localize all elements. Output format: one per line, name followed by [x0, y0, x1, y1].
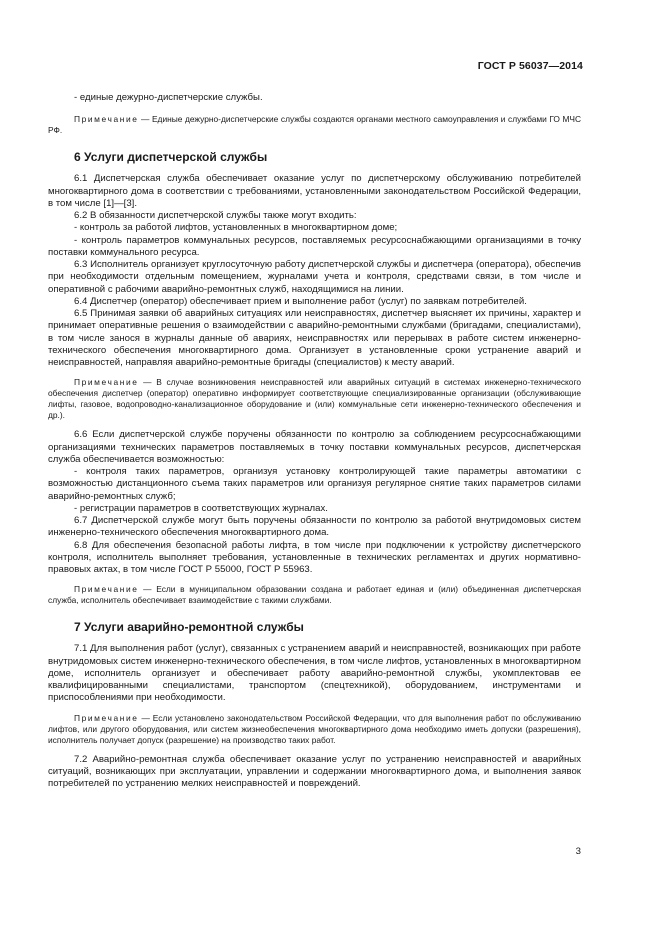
bullet-6-2-b: - контроль параметров коммунальных ресурсов, поставляемых ресурсоснабжающими организациями в точку поставки коммунального ресурса.: [48, 234, 581, 258]
para-6-8: 6.8 Для обеспечения безопасной работы лифта, в том числе при подключении к устройству диспетчерского контроля, исполнитель выполняет требования, установленные в технических регламентах и других нормативно-правовых актах, в том числе ГОСТ Р 55000, ГОСТ Р 55963.: [48, 539, 581, 575]
note-3: Примечание — Если в муниципальном образовании создана и работает единая и (или) объединенная диспетчерская служба, исполнитель обеспечивает взаимодействие с такими службами.: [48, 584, 581, 606]
para-6-6: 6.6 Если диспетчерской службе поручены обязанности по контролю за соблюдением ресурсоснабжающими организациями технических параметров поставляемых в точку поставки коммунальных ресурсов, диспетчерская служба обеспечивается возможностью:: [48, 429, 581, 465]
section-7-heading: 7 Услуги аварийно-ремонтной службы: [74, 620, 304, 635]
note-label: Примечание: [74, 377, 139, 388]
bullet-6-6-a: - контроля таких параметров, организуя установку контролирующей такие параметры автоматики с возможностью дистанционного съема таких параметров или организуя регулярное снятие таких параметров силами аварийно-ремонтных служб;: [48, 466, 581, 502]
note-2: Примечание — В случае возникновения неисправностей или аварийных ситуаций в системах инженерно-технического обеспечения диспетчер (оператор) оперативно информирует соответствующие специализированные организации (обслуживающие лифты, газовое, водопроводно-канализационное оборудование и (или) коммунальные сети инженерно-технического обеспечения и др.).: [48, 377, 581, 421]
note-4: Примечание — Если установлено законодательством Российской Федерации, что для выполнения работ по обслуживанию лифтов, или другого оборудования, или систем жизнеобеспечения многоквартирного дома необходимо иметь допуски (разрешения), исполнитель получает допуск (разрешение) на производство таких работ.: [48, 712, 581, 745]
note-label: Примечание: [74, 114, 139, 125]
bullet-6-6-b: - регистрации параметров в соответствующих журналах.: [74, 502, 328, 514]
para-7-1: 7.1 Для выполнения работ (услуг), связанных с устранением аварий и неисправностей, возникающих при работе внутридомовых систем инженерно-технического обеспечения, в том числе лифтов, установленных в многоквартирном доме, исполнитель организует и обеспечивает работу аварийно-ремонтной службы, укомплектовав ее квалифицированными специалистами, транспортом (спецтехникой), оборудованием, инструментами и приспособлениями при необходимости.: [48, 643, 581, 704]
para-6-1: 6.1 Диспетчерская служба обеспечивает оказание услуг по диспетчерскому обслуживанию потребителей многоквартирного дома в соответствии с требованиями, установленными законодательством Российской Федерации, в том числе [1]—[3].: [48, 173, 581, 209]
document-body: [48, 92, 581, 790]
para-6-3: 6.3 Исполнитель организует круглосуточную работу диспетчерской службы и диспетчера (оператора), обеспечив при необходимости отдельным помещением, журналами учета и контроля, средствами связи, в том числе и оперативной с рабочими аварийно-ремонтных служб, находящимися на линии.: [48, 259, 581, 295]
para-6-4: 6.4 Диспетчер (оператор) обеспечивает прием и выполнение работ (услуг) по заявкам потребителей.: [74, 295, 527, 307]
para-7-2: 7.2 Аварийно-ремонтная служба обеспечивает оказание услуг по устранению неисправностей и аварийных ситуаций, возникающих при эксплуатации, управлении и содержании многоквартирного дома, и выполнения заявок потребителей по устранению мелких неисправностей и повреждений.: [48, 753, 581, 789]
bullet-6-2-a: - контроль за работой лифтов, установленных в многоквартирном доме;: [74, 222, 398, 234]
note-label: Примечание: [74, 584, 139, 595]
para-6-5: 6.5 Принимая заявки об аварийных ситуациях или неисправностях, диспетчер выясняет их причины, характер и принимает оперативные решения о взаимодействии с аварийно-ремонтными службами (бригадами, специалистами), в том числе занося в журналы данные об авариях, неисправностях или перерывах в работе систем инженерно-технического обеспечения многоквартирного дома. Организует в установленные сроки устранение аварий и неисправностей, направляя аварийно-ремонтные бригады (специалистов) к месту аварий.: [48, 308, 581, 368]
note-1: Примечание — Единые дежурно-диспетчерские службы создаются органами местного самоуправления и службами ГО МЧС РФ.: [48, 114, 581, 136]
para-6-2: 6.2 В обязанности диспетчерской службы также могут входить:: [74, 210, 357, 221]
note-label: Примечание: [74, 712, 139, 723]
bullet-edds: - единые дежурно-диспетчерские службы.: [74, 92, 263, 103]
document-header: ГОСТ Р 56037—2014: [477, 60, 583, 72]
para-6-7: 6.7 Диспетчерской службе могут быть поручены обязанности по контролю за работой внутридомовых систем инженерно-технического обеспечения многоквартирного дома.: [48, 515, 581, 539]
section-6-heading: 6 Услуги диспетчерской службы: [74, 150, 268, 165]
page-number: 3: [575, 846, 581, 857]
